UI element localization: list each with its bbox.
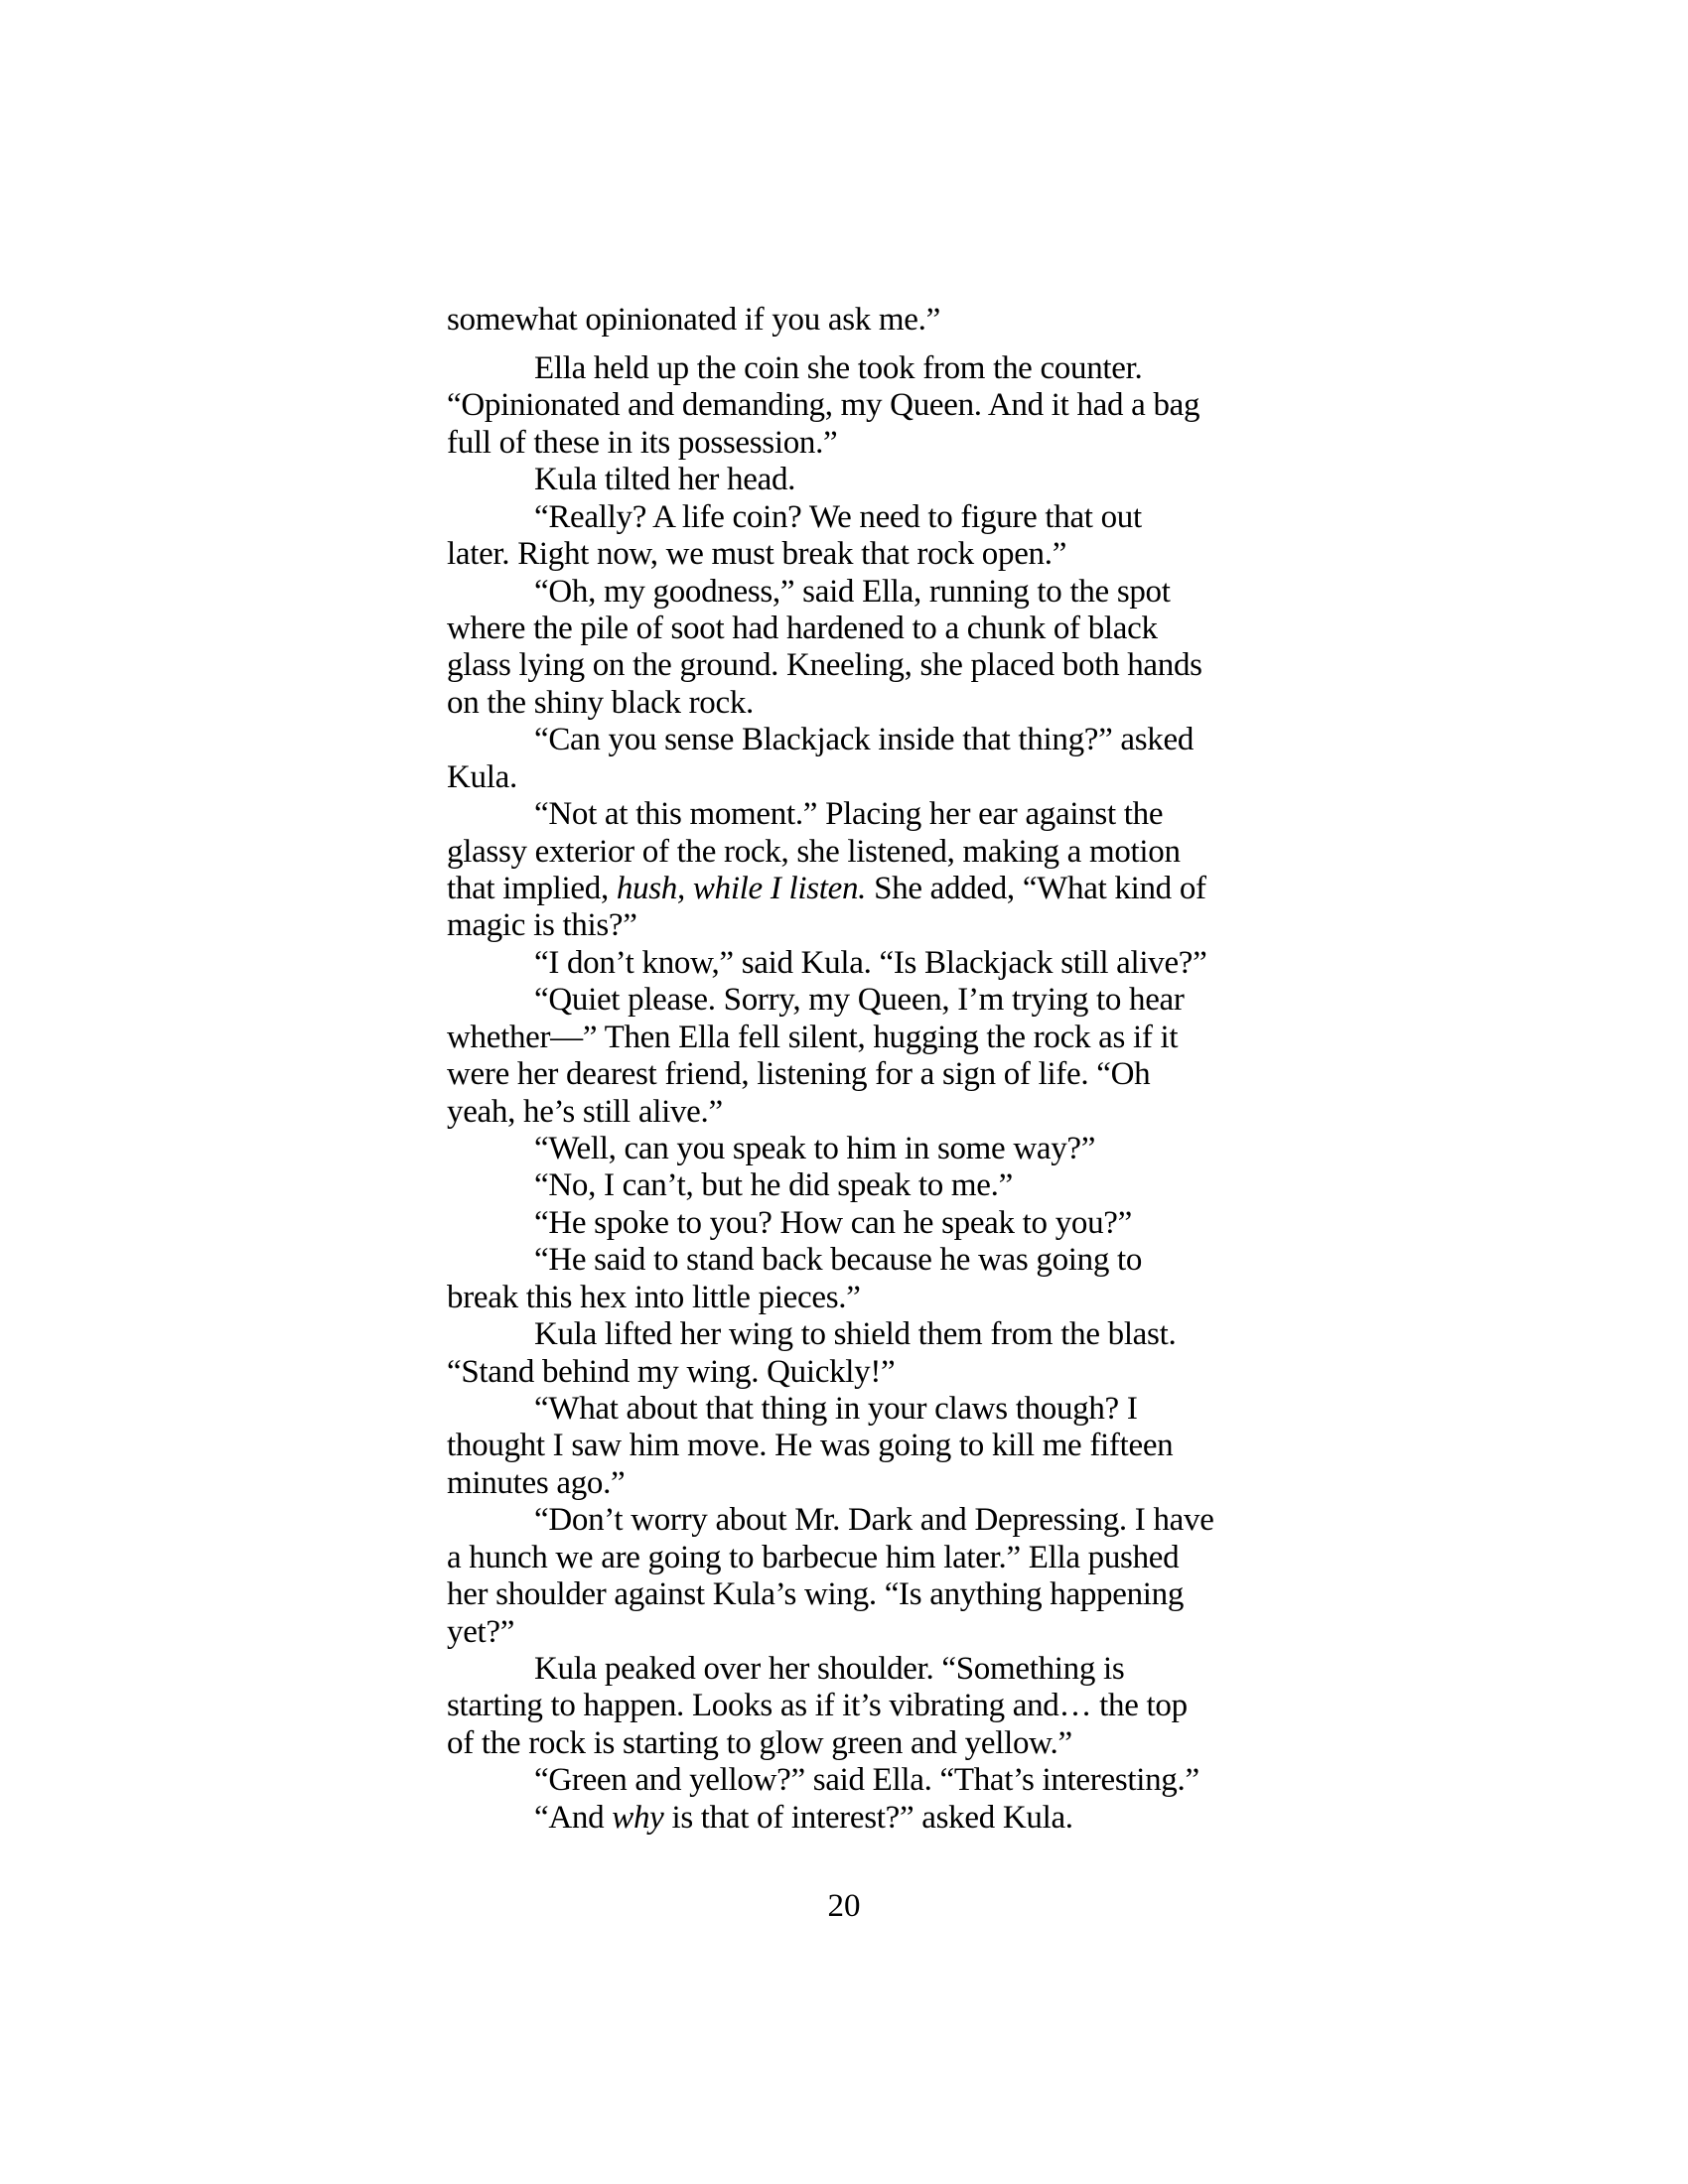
text-line: magic is this?” (447, 907, 637, 943)
text-line: “Not at this moment.” Placing her ear against the (534, 796, 1164, 832)
text-line: her shoulder against Kula’s wing. “Is anything happening (447, 1576, 1185, 1612)
text-line: “He said to stand back because he was going to (534, 1242, 1143, 1278)
text-segment: She added, “What kind of (866, 871, 1206, 906)
text-line: somewhat opinionated if you ask me.” (447, 302, 940, 338)
text-line: “Really? A life coin? We need to figure that out (534, 499, 1142, 535)
italic-text: hush, while I listen. (616, 871, 867, 906)
text-line: “What about that thing in your claws though? I (534, 1391, 1138, 1427)
text-line: later. Right now, we must break that rock open.” (447, 536, 1067, 572)
text-line: were her dearest friend, listening for a sign of life. “Oh (447, 1056, 1151, 1092)
text-line: a hunch we are going to barbecue him later.” Ella pushed (447, 1540, 1180, 1575)
text-line: where the pile of soot had hardened to a chunk of black (447, 611, 1158, 646)
text-line: on the shiny black rock. (447, 685, 754, 721)
text-line: whether—” Then Ella fell silent, hugging the rock as if it (447, 1020, 1179, 1055)
text-line: full of these in its possession.” (447, 425, 838, 461)
text-line: thought I saw him move. He was going to kill me fifteen (447, 1428, 1174, 1463)
text-line (447, 873, 1206, 905)
text-line: minutes ago.” (447, 1465, 626, 1501)
text-line: “Can you sense Blackjack inside that thing?” asked (534, 722, 1195, 757)
text-line (534, 1802, 1073, 1835)
text-line: break this hex into little pieces.” (447, 1280, 861, 1315)
text-line: glassy exterior of the rock, she listened, making a motion (447, 834, 1181, 870)
text-line: glass lying on the ground. Kneeling, she placed both hands (447, 647, 1202, 683)
text-line: starting to happen. Looks as if it’s vibrating and… the top (447, 1688, 1188, 1723)
text-line: “Quiet please. Sorry, my Queen, I’m trying to hear (534, 982, 1185, 1018)
text-line: of the rock is starting to glow green and yellow.” (447, 1725, 1072, 1761)
text-line: “He spoke to you? How can he speak to you?” (534, 1205, 1132, 1241)
text-line: “Green and yellow?” said Ella. “That’s interesting.” (534, 1762, 1199, 1798)
page-number: 20 (827, 1888, 861, 1924)
text-line: “Well, can you speak to him in some way?” (534, 1131, 1096, 1166)
text-line: “Stand behind my wing. Quickly!” (447, 1354, 896, 1390)
text-line: “I don’t know,” said Kula. “Is Blackjack still alive?” (534, 945, 1207, 981)
text-line: Kula peaked over her shoulder. “Something is (534, 1651, 1125, 1687)
text-segment: is that of interest?” asked Kula. (663, 1800, 1073, 1836)
text-line: “No, I can’t, but he did speak to me.” (534, 1167, 1013, 1203)
text-line: yet?” (447, 1614, 515, 1650)
text-line: Kula. (447, 759, 517, 795)
text-segment: “And (534, 1800, 613, 1836)
text-line: yeah, he’s still alive.” (447, 1094, 723, 1130)
text-line: “Don’t worry about Mr. Dark and Depressing. I have (534, 1502, 1214, 1538)
text-line: Ella held up the coin she took from the counter. (534, 350, 1143, 386)
italic-text: why (612, 1800, 664, 1836)
text-line: “Opinionated and demanding, my Queen. And it had a bag (447, 387, 1200, 423)
text-line: “Oh, my goodness,” said Ella, running to the spot (534, 574, 1171, 610)
text-line: Kula lifted her wing to shield them from the blast. (534, 1316, 1177, 1352)
text-segment: that implied, (447, 871, 617, 906)
text-line: Kula tilted her head. (534, 462, 796, 497)
